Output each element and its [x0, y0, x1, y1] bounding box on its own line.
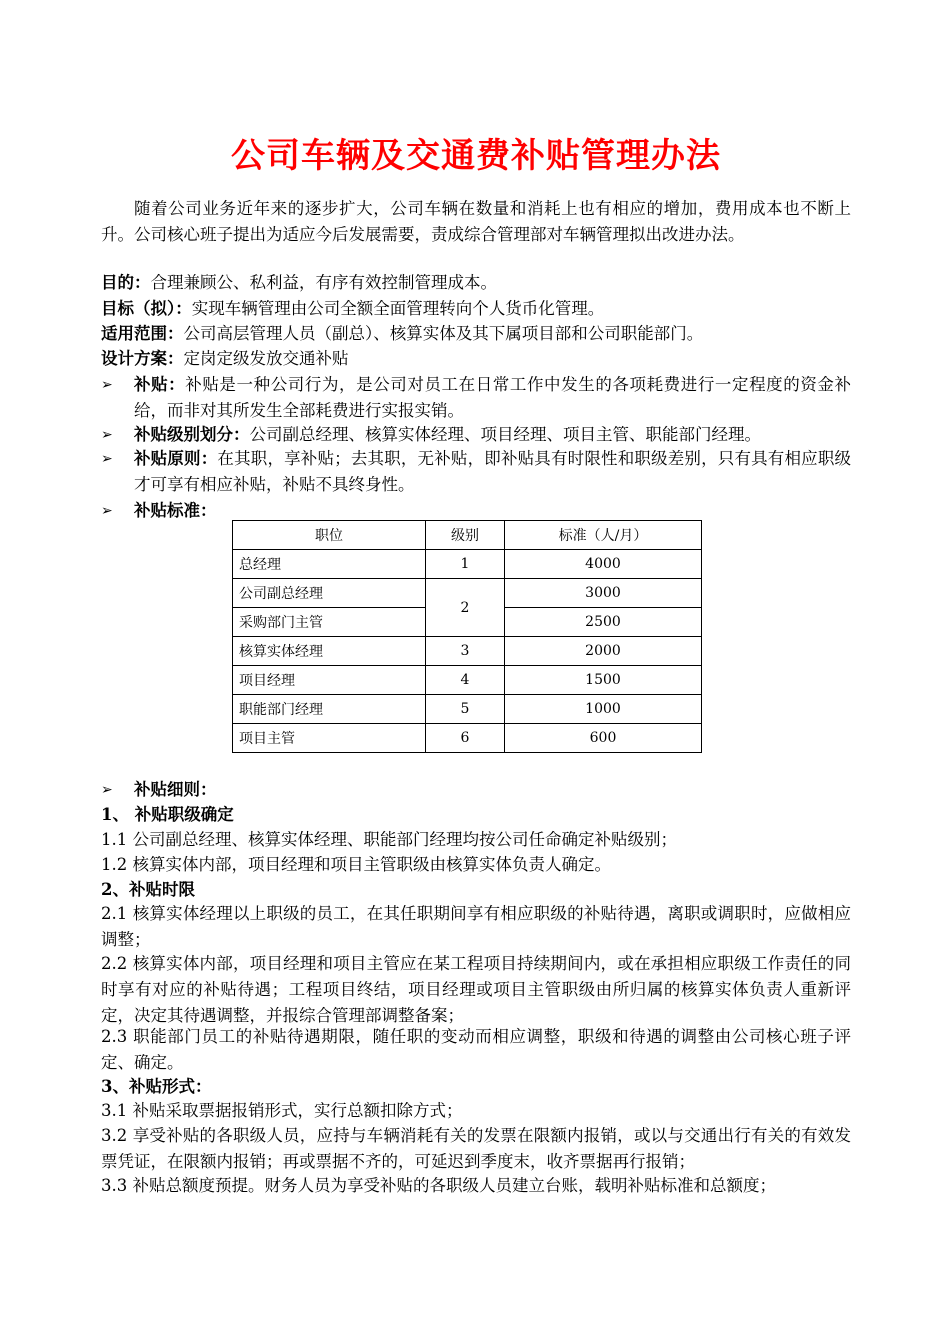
bullet-text: 公司副总经理、核算实体经理、项目经理、项目主管、职能部门经理。 [249, 425, 761, 444]
design-text: 定岗定级发放交通补贴 [183, 349, 349, 368]
table-row [233, 637, 702, 666]
table-cell-position: 采购部门主管 [233, 608, 426, 637]
table-cell-level: 1 [426, 550, 505, 579]
purpose-line [101, 270, 851, 296]
table-cell-standard: 2000 [505, 637, 702, 666]
table-cell-standard: 4000 [505, 550, 702, 579]
section-heading: 3、补贴形式： [101, 1077, 212, 1096]
section-1-heading [101, 802, 851, 828]
table-cell-position: 项目主管 [233, 724, 426, 753]
section-3-2: 3.2 享受补贴的各职级人员，应持与车辆消耗有关的发票在限额内报销，或以与交通出行有关的有效发票凭证，在限额内报销；再或票据不齐的，可延迟到季度末，收齐票据再行报销； [101, 1126, 851, 1171]
design-line [101, 346, 851, 372]
table-header: 职位 [233, 521, 426, 550]
bullet-label: 补贴： [134, 375, 186, 394]
arrow-bullet-icon: ➢ [101, 427, 113, 443]
section-2-2: 2.2 核算实体内部，项目经理和项目主管应在某工程项目持续期间内，或在承担相应职级工作责任的同时享有对应的补贴待遇；工程项目终结，项目经理或项目主管职级由所归属的核算实体负责人重新评定，决定其待遇调整，并报综合管理部调整备案； [101, 954, 851, 1025]
section-3-heading [101, 1074, 851, 1100]
bullet-text: 在其职，享补贴；去其职，无补贴，即补贴具有时限性和职级差别，只有具有相应职级才可享有相应补贴，补贴不具终身性。 [134, 449, 852, 494]
bullet-subsidy [101, 372, 851, 424]
section-1-2: 1.2 核算实体内部，项目经理和项目主管职级由核算实体负责人确定。 [101, 855, 611, 874]
arrow-bullet-icon: ➢ [101, 451, 113, 467]
table-row [233, 666, 702, 695]
bullet-text: 补贴是一种公司行为，是公司对员工在日常工作中发生的各项耗费进行一定程度的资金补给，而非对其所发生全部耗费进行实报实销。 [134, 375, 852, 420]
section-heading: 2、补贴时限 [101, 880, 195, 899]
section-3-1: 3.1 补贴采取票据报销形式，实行总额扣除方式； [101, 1101, 463, 1120]
scope-text: 公司高层管理人员（副总）、核算实体及其下属项目部和公司职能部门。 [183, 324, 704, 343]
purpose-text: 合理兼顾公、私利益，有序有效控制管理成本。 [150, 273, 497, 292]
goal-label: 目标（拟）： [101, 299, 192, 318]
table-cell-position: 总经理 [233, 550, 426, 579]
table-row [233, 550, 702, 579]
intro-paragraph: 随着公司业务近年来的逐步扩大，公司车辆在数量和消耗上也有相应的增加，费用成本也不断上升。公司核心班子提出为适应今后发展需要，责成综合管理部对车辆管理拟出改进办法。 [101, 199, 851, 244]
section-heading: 1、 补贴职级确定 [101, 805, 234, 824]
table-cell-level: 3 [426, 637, 505, 666]
section-2-heading [101, 877, 851, 903]
goal-line [101, 296, 851, 322]
table-cell-position: 项目经理 [233, 666, 426, 695]
table-cell-position: 公司副总经理 [233, 579, 426, 608]
table-header: 标准（人/月） [505, 521, 702, 550]
table-cell-standard: 600 [505, 724, 702, 753]
table-row [233, 724, 702, 753]
table-cell-level: 4 [426, 666, 505, 695]
table-cell-position: 职能部门经理 [233, 695, 426, 724]
table-row [233, 579, 702, 608]
table-cell-level: 6 [426, 724, 505, 753]
scope-line [101, 321, 851, 347]
arrow-bullet-icon: ➢ [101, 503, 113, 519]
table-cell-position: 核算实体经理 [233, 637, 426, 666]
bullet-details [101, 777, 851, 803]
table-header: 级别 [426, 521, 505, 550]
purpose-label: 目的： [101, 273, 151, 292]
table-cell-standard: 1500 [505, 666, 702, 695]
table-cell-standard: 2500 [505, 608, 702, 637]
table-cell-standard: 3000 [505, 579, 702, 608]
goal-text: 实现车辆管理由公司全额全面管理转向个人货币化管理。 [191, 299, 605, 318]
table-cell-standard: 1000 [505, 695, 702, 724]
subsidy-standard-table [232, 520, 702, 753]
section-3-3: 3.3 补贴总额度预提。财务人员为享受补贴的各职级人员建立台账，载明补贴标准和总额度； [101, 1176, 776, 1195]
scope-label: 适用范围： [101, 324, 184, 343]
table-row [233, 695, 702, 724]
table-header-row [233, 521, 702, 550]
section-1-1: 1.1 公司副总经理、核算实体经理、职能部门经理均按公司任命确定补贴级别； [101, 830, 677, 849]
details-heading: 补贴细则： [134, 780, 217, 799]
bullet-label: 补贴标准： [134, 501, 217, 520]
arrow-bullet-icon: ➢ [101, 377, 113, 393]
document-title: 公司车辆及交通费补贴管理办法 [231, 136, 721, 176]
bullet-label: 补贴原则： [134, 449, 218, 468]
arrow-bullet-icon: ➢ [101, 782, 113, 798]
section-2-3: 2.3 职能部门员工的补贴待遇期限，随任职的变动而相应调整，职级和待遇的调整由公司核心班子评定、确定。 [101, 1027, 851, 1072]
bullet-principle [101, 446, 851, 498]
bullet-label: 补贴级别划分： [134, 425, 250, 444]
section-2-1: 2.1 核算实体经理以上职级的员工，在其任职期间享有相应职级的补贴待遇，离职或调职时，应做相应调整； [101, 904, 851, 949]
table-cell-level: 5 [426, 695, 505, 724]
table-cell-level: 2 [426, 579, 505, 637]
bullet-levels [101, 422, 851, 448]
design-label: 设计方案： [101, 349, 184, 368]
